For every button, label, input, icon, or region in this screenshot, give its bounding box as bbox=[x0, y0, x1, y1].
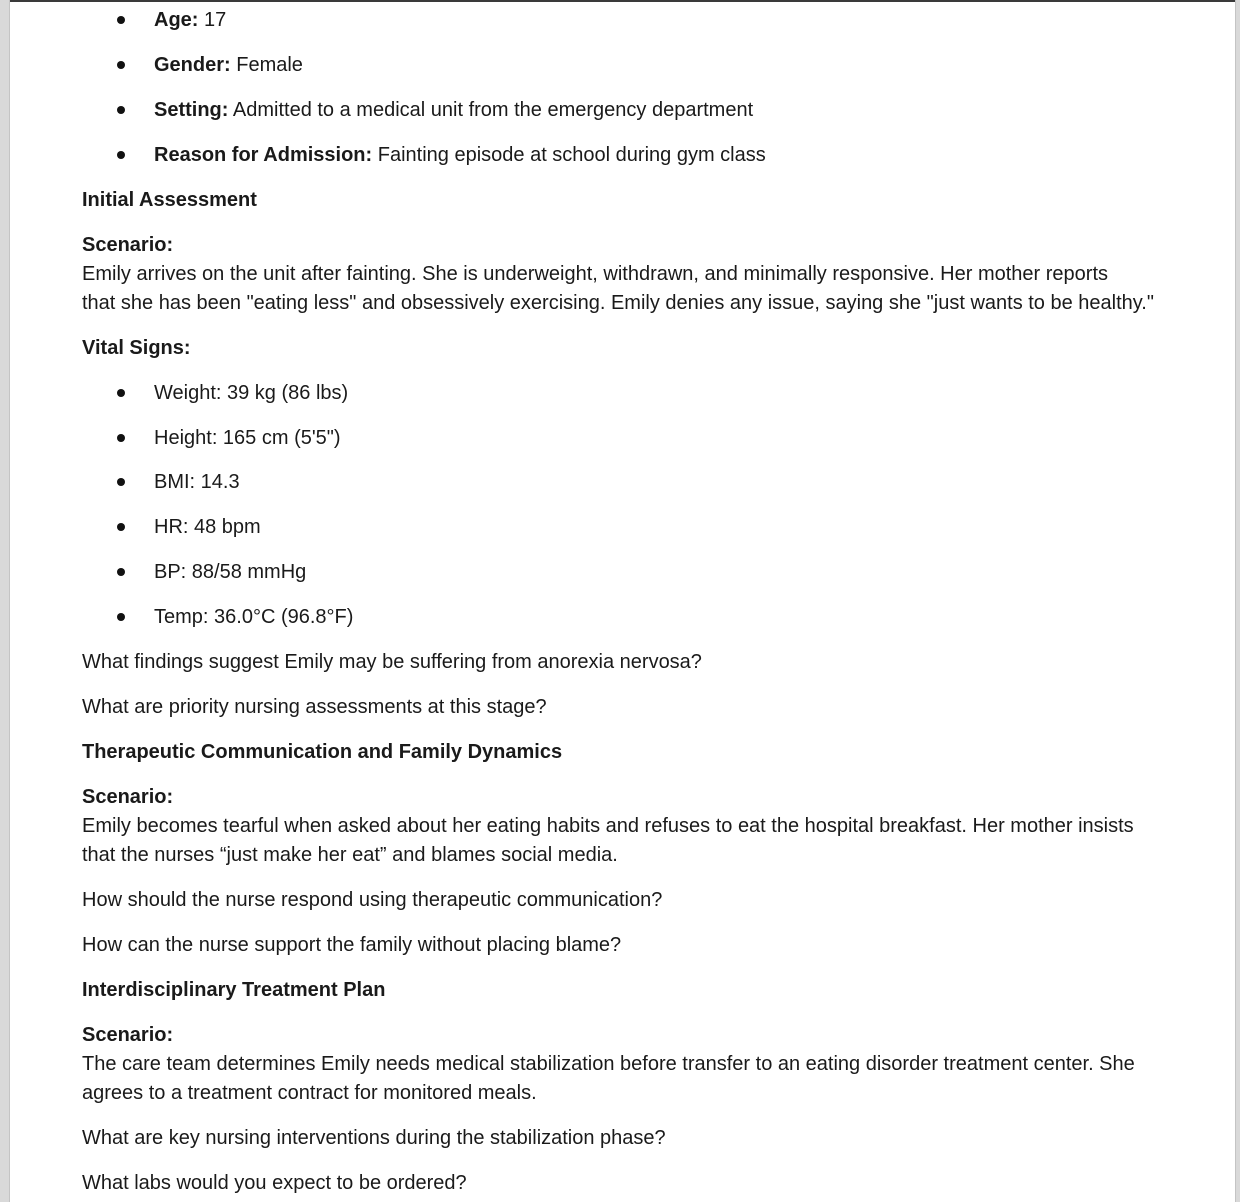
vital-sign-bp: BP: 88/58 mmHg bbox=[154, 561, 307, 583]
section-heading-initial-assessment: Initial Assessment bbox=[82, 189, 257, 211]
section-heading-therapeutic-communication: Therapeutic Communication and Family Dynamics bbox=[82, 741, 563, 763]
scenario-text-line: agrees to a treatment contract for monitored meals. bbox=[82, 1082, 537, 1104]
bullet-icon bbox=[117, 523, 125, 531]
question-text: What labs would you expect to be ordered? bbox=[82, 1172, 467, 1194]
question-text: What are key nursing interventions during the stabilization phase? bbox=[82, 1127, 666, 1149]
demographic-item-age: Age: 17 bbox=[154, 9, 227, 31]
vital-sign-height: Height: 165 cm (5'5") bbox=[154, 427, 341, 449]
demographic-item-gender: Gender: Female bbox=[154, 54, 303, 76]
section-heading-treatment-plan: Interdisciplinary Treatment Plan bbox=[82, 979, 386, 1001]
scenario-label: Scenario: bbox=[82, 1024, 174, 1046]
scenario-label: Scenario: bbox=[82, 234, 174, 256]
bullet-icon bbox=[117, 613, 125, 621]
bullet-icon bbox=[117, 16, 125, 24]
scenario-text-line: The care team determines Emily needs medical stabilization before transfer to an eating disorder treatment center. She bbox=[82, 1053, 1135, 1075]
vital-sign-weight: Weight: 39 kg (86 lbs) bbox=[154, 382, 349, 404]
left-page-gutter bbox=[0, 0, 10, 1202]
bullet-icon bbox=[117, 434, 125, 442]
vital-sign-bmi: BMI: 14.3 bbox=[154, 471, 240, 493]
bullet-icon bbox=[117, 151, 125, 159]
vital-signs-label: Vital Signs: bbox=[82, 337, 191, 359]
window-top-border bbox=[0, 0, 1240, 2]
scenario-label: Scenario: bbox=[82, 786, 174, 808]
vital-sign-hr: HR: 48 bpm bbox=[154, 516, 261, 538]
scenario-text-line: that she has been "eating less" and obsessively exercising. Emily denies any issue, saying she "just wants to be healthy." bbox=[82, 292, 1154, 314]
bullet-icon bbox=[117, 106, 125, 114]
right-page-gutter bbox=[1235, 0, 1240, 1202]
question-text: How can the nurse support the family without placing blame? bbox=[82, 934, 622, 956]
bullet-icon bbox=[117, 61, 125, 69]
question-text: How should the nurse respond using therapeutic communication? bbox=[82, 889, 663, 911]
question-text: What findings suggest Emily may be suffering from anorexia nervosa? bbox=[82, 651, 702, 673]
bullet-icon bbox=[117, 389, 125, 397]
bullet-icon bbox=[117, 568, 125, 576]
vital-sign-temp: Temp: 36.0°C (96.8°F) bbox=[154, 606, 354, 628]
demographic-item-setting: Setting: Admitted to a medical unit from the emergency department bbox=[154, 99, 754, 121]
question-text: What are priority nursing assessments at this stage? bbox=[82, 696, 547, 718]
scenario-text-line: Emily arrives on the unit after fainting. She is underweight, withdrawn, and minimally responsive. Her mother reports bbox=[82, 263, 1109, 285]
bullet-icon bbox=[117, 478, 125, 486]
scenario-text-line: that the nurses “just make her eat” and blames social media. bbox=[82, 844, 618, 866]
scenario-text-line: Emily becomes tearful when asked about her eating habits and refuses to eat the hospital breakfast. Her mother insists bbox=[82, 815, 1134, 837]
demographic-item-reason: Reason for Admission: Fainting episode at school during gym class bbox=[154, 144, 766, 166]
